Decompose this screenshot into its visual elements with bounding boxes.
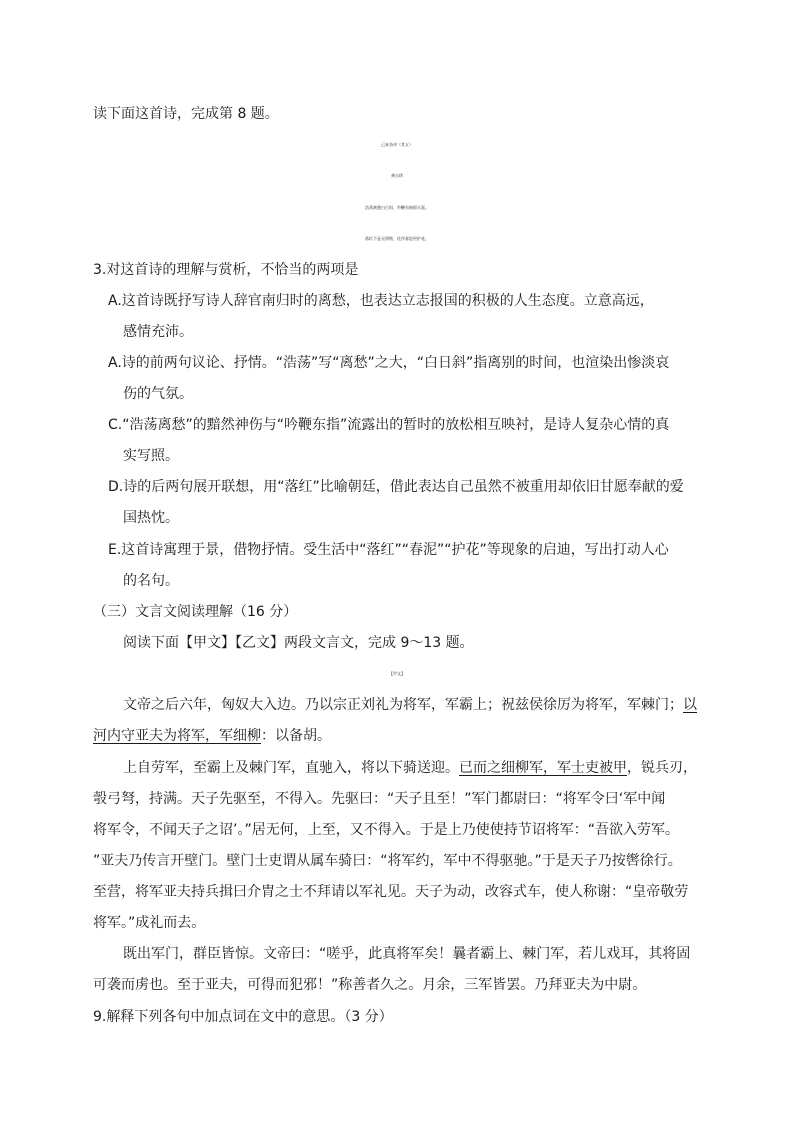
option-e-continued: 的名句。: [123, 573, 179, 589]
option-c-continued: 实写照。: [123, 448, 179, 464]
passage-line: [93, 726, 331, 746]
passage-line: ”亚夫乃传言开壁门。壁门士吏谓从属车骑曰：“将军约，军中不得驱驰。”于是天子乃按辔徐行。: [93, 853, 682, 869]
intro-line: 读下面这首诗，完成第 8 题。: [93, 106, 279, 122]
option-e: E.这首诗寓理于景，借物抒情。受生活中“落红”“春泥”“护花”等现象的启迪，写出打动人心: [108, 542, 669, 558]
option-b: A.诗的前两句议论、抒情。“浩荡”写“离愁”之大，“白日斜”指离别的时间，也渲染出惨淡哀: [108, 355, 670, 371]
poem-author: 龚自珍: [391, 173, 403, 178]
option-a: A.这首诗既抒写诗人辞官南归时的离愁，也表达立志报国的积极的人生态度。立意高远，: [108, 293, 654, 309]
poem-line: 落红不是无情物，化作春泥更护花。: [365, 236, 429, 241]
poem-title: 己亥杂诗（其五）: [381, 142, 413, 147]
passage-text: 上自劳军，至霸上及棘门军，直驰入，将以下骑送迎。: [123, 760, 459, 776]
poem-line: 浩荡离愁白日斜，吟鞭东指即天涯。: [365, 205, 429, 210]
passage-line: 彀弓弩，持满。天子先驱至，不得入。先驱曰：“天子且至！”军门都尉曰：“将军令曰‘军中闻: [93, 791, 666, 807]
section-heading: （三）文言文阅读理解（16 分）: [93, 604, 298, 620]
option-c: C.“浩荡离愁”的黯然神伤与“吟鞭东指”流露出的暂时的放松相互映衬，是诗人复杂心情的真: [108, 417, 670, 433]
option-d-continued: 国热忱。: [123, 510, 179, 526]
question-9-stem: 9.解释下列各句中加点词在文中的意思。（3 分）: [93, 1009, 393, 1025]
passage-text: ：以备胡。: [261, 728, 331, 744]
passage-text: ，锐兵刃，: [627, 760, 697, 776]
option-d: D.诗的后两句展开联想，用“落红”比喻朝廷，借此表达自己虽然不被重用却依旧甘愿奉献的爱: [108, 479, 684, 495]
underlined-text: 以: [683, 697, 697, 713]
passage-text: 文帝之后六年，匈奴大入边。乃以宗正刘礼为将军，军霸上；祝兹侯徐厉为将军，军棘门；: [123, 697, 683, 713]
passage-line: 将军。”成礼而去。: [93, 915, 206, 931]
section-instruction: 阅读下面【甲文】【乙文】两段文言文，完成 9～13 题。: [123, 635, 474, 651]
question-3-stem: 3.对这首诗的理解与赏析，不恰当的两项是: [93, 262, 359, 278]
jiawen-title: 【甲文】: [389, 671, 405, 676]
passage-line: 既出军门，群臣皆惊。文帝曰：“嗟乎，此真将军矣！曩者霸上、棘门军，若儿戏耳，其将固: [123, 946, 691, 962]
underlined-text: 已而之细柳军，军士吏被甲: [459, 760, 627, 776]
underlined-text: 河内守亚夫为将军，军细柳: [93, 728, 261, 744]
passage-line: 可袭而虏也。至于亚夫，可得而犯邪！”称善者久之。月余，三军皆罢。乃拜亚夫为中尉。: [93, 977, 647, 993]
option-a-continued: 感情充沛。: [123, 324, 193, 340]
passage-line: 将军令，不闻天子之诏’。”居无何，上至，又不得入。于是上乃使使持节诏将军：“吾欲入劳军。: [93, 822, 679, 838]
option-b-continued: 伤的气氛。: [123, 386, 193, 402]
passage-line: 至营，将军亚夫持兵揖曰介胄之士不拜请以军礼见。天子为动，改容式车，使人称谢：“皇帝敬劳: [93, 884, 689, 900]
passage-line: [123, 758, 697, 778]
passage-line: [123, 695, 697, 715]
